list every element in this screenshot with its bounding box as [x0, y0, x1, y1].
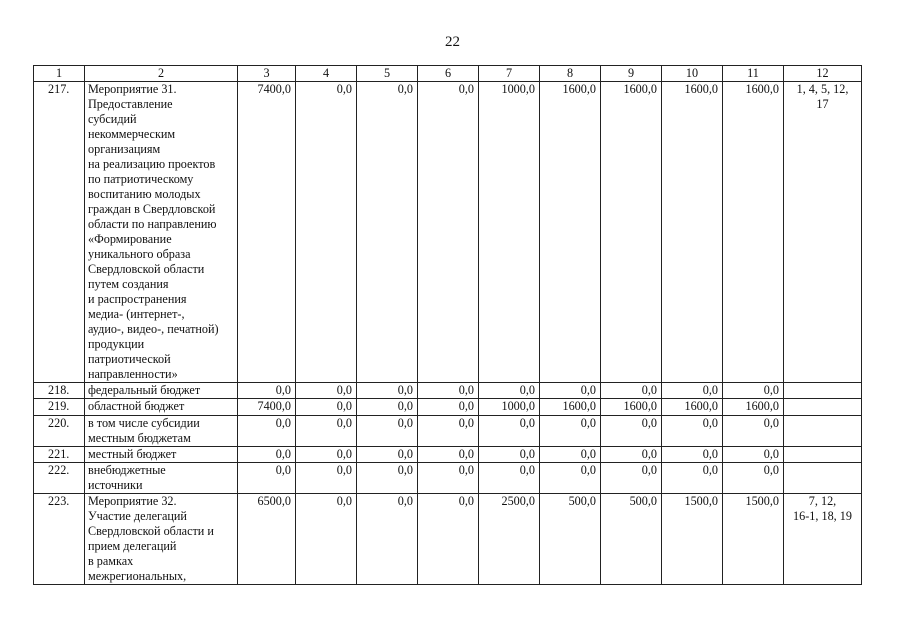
- value-cell: 0,0: [296, 447, 357, 463]
- description-line: федеральный бюджет: [88, 383, 201, 397]
- value-cell: 0,0: [357, 399, 418, 416]
- value-cell: 0,0: [540, 416, 601, 447]
- description-line: путем создания: [88, 277, 169, 291]
- row-number-cell: 217.: [34, 82, 85, 383]
- table-row: [34, 399, 862, 416]
- table-row: [34, 383, 862, 399]
- value-cell: 0,0: [296, 494, 357, 585]
- value-cell: 0,0: [662, 447, 723, 463]
- description-cell: [85, 383, 238, 399]
- value-cell: 0,0: [357, 383, 418, 399]
- description-line: граждан в Свердловской: [88, 202, 216, 216]
- value-cell: 0,0: [540, 447, 601, 463]
- header-cell: 1: [34, 66, 85, 82]
- description-cell: [85, 399, 238, 416]
- value-cell: 1600,0: [601, 399, 662, 416]
- value-cell: 1600,0: [723, 82, 784, 383]
- description-line: области по направлению: [88, 217, 217, 231]
- table-row: [34, 416, 862, 447]
- header-cell: 9: [601, 66, 662, 82]
- value-cell: 500,0: [601, 494, 662, 585]
- value-cell: 0,0: [540, 383, 601, 399]
- value-cell: 0,0: [601, 383, 662, 399]
- header-cell: 10: [662, 66, 723, 82]
- description-line: Свердловской области и: [88, 524, 214, 538]
- header-cell: 11: [723, 66, 784, 82]
- target-indicators-cell: [784, 494, 862, 585]
- description-line: прием делегаций: [88, 539, 177, 553]
- value-cell: 0,0: [357, 447, 418, 463]
- table-row: [34, 447, 862, 463]
- value-cell: 1000,0: [479, 399, 540, 416]
- value-cell: 0,0: [238, 383, 296, 399]
- header-cell: 7: [479, 66, 540, 82]
- value-cell: 1500,0: [723, 494, 784, 585]
- description-cell: [85, 82, 238, 383]
- value-cell: 1500,0: [662, 494, 723, 585]
- value-cell: 0,0: [601, 447, 662, 463]
- value-cell: 1600,0: [601, 82, 662, 383]
- description-line: патриотической: [88, 352, 171, 366]
- value-cell: 0,0: [357, 82, 418, 383]
- description-line: продукции: [88, 337, 145, 351]
- target-indicators-cell: [784, 416, 862, 447]
- description-line: уникального образа: [88, 247, 191, 261]
- table-header-row: [34, 66, 862, 82]
- header-cell: 12: [784, 66, 862, 82]
- value-cell: 0,0: [357, 463, 418, 494]
- value-cell: 0,0: [296, 82, 357, 383]
- value-cell: 0,0: [418, 399, 479, 416]
- header-cell: 3: [238, 66, 296, 82]
- row-number-cell: 218.: [34, 383, 85, 399]
- value-cell: 1600,0: [662, 82, 723, 383]
- value-cell: 1600,0: [723, 399, 784, 416]
- description-line: Мероприятие 32.: [88, 494, 177, 508]
- value-cell: 0,0: [296, 463, 357, 494]
- description-line: местным бюджетам: [88, 431, 191, 445]
- target-indicators-cell: [784, 383, 862, 399]
- description-line: внебюджетные: [88, 463, 166, 477]
- value-cell: 0,0: [723, 447, 784, 463]
- target-indicators-cell: [784, 399, 862, 416]
- header-cell: 4: [296, 66, 357, 82]
- header-cell: 8: [540, 66, 601, 82]
- description-line: некоммерческим: [88, 127, 176, 141]
- value-cell: 1600,0: [662, 399, 723, 416]
- description-line: организациям: [88, 142, 161, 156]
- value-cell: 0,0: [418, 383, 479, 399]
- value-cell: 0,0: [479, 416, 540, 447]
- value-cell: 0,0: [238, 447, 296, 463]
- description-line: местный бюджет: [88, 447, 177, 461]
- description-line: Участие делегаций: [88, 509, 187, 523]
- description-line: Мероприятие 31.: [88, 82, 177, 96]
- description-line: по патриотическому: [88, 172, 194, 186]
- description-cell: [85, 447, 238, 463]
- value-cell: 0,0: [418, 416, 479, 447]
- value-cell: 0,0: [238, 416, 296, 447]
- value-cell: 0,0: [601, 463, 662, 494]
- value-cell: 0,0: [418, 494, 479, 585]
- value-cell: 0,0: [418, 447, 479, 463]
- value-cell: 0,0: [357, 494, 418, 585]
- row-number-cell: 221.: [34, 447, 85, 463]
- value-cell: 1600,0: [540, 82, 601, 383]
- value-cell: 0,0: [479, 383, 540, 399]
- description-cell: [85, 494, 238, 585]
- target-indicators-cell: [784, 463, 862, 494]
- value-cell: 0,0: [479, 447, 540, 463]
- value-cell: 7400,0: [238, 82, 296, 383]
- description-line: в том числе субсидии: [88, 416, 200, 430]
- value-cell: 0,0: [662, 383, 723, 399]
- description-line: областной бюджет: [88, 399, 185, 413]
- value-cell: 0,0: [296, 383, 357, 399]
- target-indicators-cell: [784, 82, 862, 383]
- description-line: медиа- (интернет-,: [88, 307, 185, 321]
- description-line: Предоставление: [88, 97, 173, 111]
- description-line: направленности»: [88, 367, 178, 381]
- header-cell: 2: [85, 66, 238, 82]
- value-cell: 6500,0: [238, 494, 296, 585]
- target-indicator-line: 16-1, 18, 19: [793, 509, 852, 523]
- value-cell: 0,0: [662, 416, 723, 447]
- description-cell: [85, 416, 238, 447]
- table-row: [34, 463, 862, 494]
- target-indicator-line: 7, 12,: [808, 494, 837, 508]
- value-cell: 0,0: [357, 416, 418, 447]
- value-cell: 0,0: [238, 463, 296, 494]
- value-cell: 0,0: [479, 463, 540, 494]
- table-row: [34, 494, 862, 585]
- description-line: и распространения: [88, 292, 187, 306]
- description-line: Свердловской области: [88, 262, 205, 276]
- budget-table: [33, 65, 862, 585]
- row-number-cell: 222.: [34, 463, 85, 494]
- row-number-cell: 220.: [34, 416, 85, 447]
- value-cell: 0,0: [723, 416, 784, 447]
- value-cell: 2500,0: [479, 494, 540, 585]
- value-cell: 0,0: [540, 463, 601, 494]
- value-cell: 0,0: [296, 399, 357, 416]
- row-number-cell: 219.: [34, 399, 85, 416]
- target-indicator-line: 17: [816, 97, 829, 111]
- value-cell: 0,0: [296, 416, 357, 447]
- header-cell: 5: [357, 66, 418, 82]
- value-cell: 0,0: [662, 463, 723, 494]
- description-line: аудио-, видео-, печатной): [88, 322, 219, 336]
- page-number: 22: [445, 34, 460, 50]
- description-line: в рамках: [88, 554, 134, 568]
- value-cell: 7400,0: [238, 399, 296, 416]
- description-line: воспитанию молодых: [88, 187, 201, 201]
- description-line: источники: [88, 478, 143, 492]
- target-indicator-line: 1, 4, 5, 12,: [796, 82, 849, 96]
- table-row: [34, 82, 862, 383]
- value-cell: 0,0: [723, 463, 784, 494]
- row-number-cell: 223.: [34, 494, 85, 585]
- description-line: на реализацию проектов: [88, 157, 216, 171]
- value-cell: 0,0: [418, 463, 479, 494]
- value-cell: 0,0: [418, 82, 479, 383]
- value-cell: 1600,0: [540, 399, 601, 416]
- header-cell: 6: [418, 66, 479, 82]
- description-line: межрегиональных,: [88, 569, 187, 583]
- description-line: «Формирование: [88, 232, 172, 246]
- value-cell: 500,0: [540, 494, 601, 585]
- value-cell: 0,0: [601, 416, 662, 447]
- target-indicators-cell: [784, 447, 862, 463]
- description-cell: [85, 463, 238, 494]
- value-cell: 1000,0: [479, 82, 540, 383]
- value-cell: 0,0: [723, 383, 784, 399]
- description-line: субсидий: [88, 112, 137, 126]
